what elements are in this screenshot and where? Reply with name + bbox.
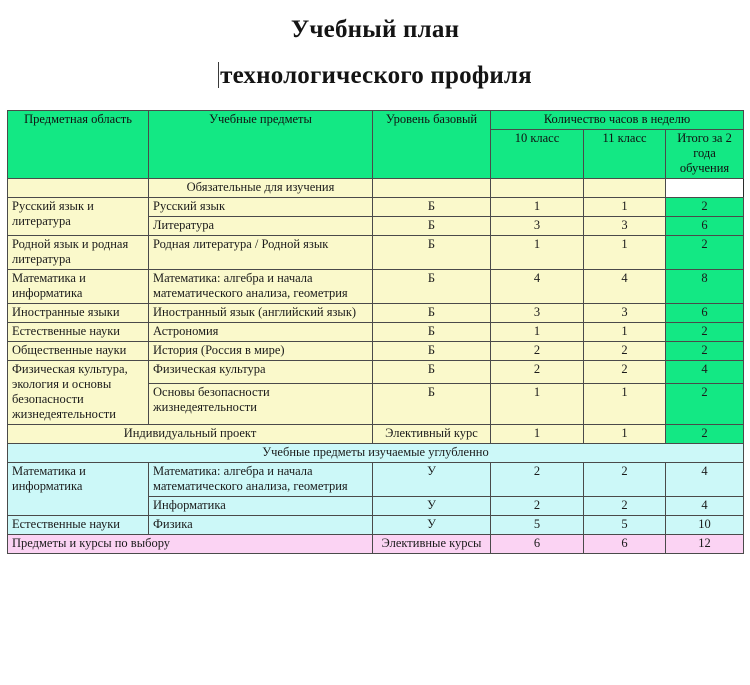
header-grade-10: 10 класс [491, 130, 584, 179]
cell-level: Б [373, 270, 491, 304]
elective-courses-row [8, 535, 744, 554]
cell-grade-10: 1 [491, 198, 584, 217]
cell-subject: Основы безопасности жизнедеятельности [149, 383, 373, 424]
cell-grade-10: 6 [491, 535, 584, 554]
cell-grade-10: 2 [491, 497, 584, 516]
cell-total: 4 [666, 497, 744, 516]
cell-level: Б [373, 198, 491, 217]
section-banner-row [8, 444, 744, 463]
cell-total: 2 [666, 342, 744, 361]
cell-individual-project-label: Индивидуальный проект [8, 425, 373, 444]
table-row [8, 198, 744, 217]
cell-grade-11: 1 [584, 383, 666, 424]
cell-grade-11: 1 [584, 323, 666, 342]
cell-subject-area: Математика и информатика [8, 270, 149, 304]
section-banner-row [8, 179, 744, 198]
cell-subject: Математика: алгебра и начала математического анализа, геометрия [149, 463, 373, 497]
cell-subject: Астрономия [149, 323, 373, 342]
cell-subject-area: Русский язык и литература [8, 198, 149, 236]
cell-grade-10: 3 [491, 217, 584, 236]
cell-subject-area: Иностранные языки [8, 304, 149, 323]
header-total: Итого за 2 года обучения [666, 130, 744, 179]
table-row [8, 270, 744, 304]
page-title-line-2: технологического профиля [220, 62, 532, 89]
cell-total: 2 [666, 198, 744, 217]
cell-grade-10: 2 [491, 361, 584, 384]
header-grade-11: 11 класс [584, 130, 666, 179]
page-title-line-1: Учебный план [290, 16, 460, 43]
cell-level: Элективные курсы [373, 535, 491, 554]
cell-grade-11: 5 [584, 516, 666, 535]
cell-grade-10: 3 [491, 304, 584, 323]
table-row [8, 236, 744, 270]
cell-subject: Физическая культура [149, 361, 373, 384]
cell-subject: Литература [149, 217, 373, 236]
cell-total: 8 [666, 270, 744, 304]
curriculum-table-container [7, 110, 743, 554]
cell-subject: История (Россия в мире) [149, 342, 373, 361]
banner-spacer-g10 [491, 179, 584, 198]
table-row [8, 342, 744, 361]
table-row [8, 463, 744, 497]
cell-subject-area: Естественные науки [8, 516, 149, 535]
cell-level: Б [373, 361, 491, 384]
cell-grade-10: 1 [491, 383, 584, 424]
table-row [8, 304, 744, 323]
cell-grade-10: 5 [491, 516, 584, 535]
cell-grade-11: 2 [584, 361, 666, 384]
curriculum-table [7, 110, 744, 554]
header-subject-area: Предметная область [8, 111, 149, 179]
cell-total: 2 [666, 236, 744, 270]
cell-subject: Родная литература / Родной язык [149, 236, 373, 270]
cell-total: 4 [666, 463, 744, 497]
cell-level: Б [373, 236, 491, 270]
cell-total: 2 [666, 425, 744, 444]
cell-grade-11: 2 [584, 497, 666, 516]
cell-subject: Русский язык [149, 198, 373, 217]
cell-grade-11: 1 [584, 425, 666, 444]
cell-level: У [373, 497, 491, 516]
cell-grade-11: 2 [584, 463, 666, 497]
cell-subject: Математика: алгебра и начала математического анализа, геометрия [149, 270, 373, 304]
cell-grade-11: 3 [584, 304, 666, 323]
cell-grade-11: 1 [584, 198, 666, 217]
cell-level: Б [373, 323, 491, 342]
cell-total: 6 [666, 217, 744, 236]
cell-grade-11: 2 [584, 342, 666, 361]
cell-subject-area: Общественные науки [8, 342, 149, 361]
cell-subject: Иностранный язык (английский язык) [149, 304, 373, 323]
cell-total: 4 [666, 361, 744, 384]
cell-subject-area: Математика и информатика [8, 463, 149, 516]
table-body [8, 179, 744, 554]
cell-elective-label: Предметы и курсы по выбору [8, 535, 373, 554]
cell-level: У [373, 463, 491, 497]
cell-subject-area: Естественные науки [8, 323, 149, 342]
cell-grade-10: 4 [491, 270, 584, 304]
document-title-block [0, 0, 750, 96]
table-row [8, 323, 744, 342]
banner-spacer-area [8, 179, 149, 198]
cell-level: Б [373, 342, 491, 361]
cell-subject-area: Родной язык и родная литература [8, 236, 149, 270]
header-level: Уровень базовый [373, 111, 491, 179]
cell-subject-area: Физическая культура, экология и основы безопасности жизнедеятельности [8, 361, 149, 425]
cell-total: 6 [666, 304, 744, 323]
section-banner-label: Обязательные для изучения [149, 179, 373, 198]
page-title-line-2-row [0, 56, 750, 96]
cell-grade-11: 1 [584, 236, 666, 270]
banner-spacer-level [373, 179, 491, 198]
table-header [8, 111, 744, 179]
table-row [8, 361, 744, 384]
cell-level: Б [373, 217, 491, 236]
cell-grade-10: 2 [491, 342, 584, 361]
cell-subject: Физика [149, 516, 373, 535]
cell-level: Б [373, 383, 491, 424]
cell-grade-11: 3 [584, 217, 666, 236]
section-banner-label: Учебные предметы изучаемые углубленно [8, 444, 744, 463]
cell-subject: Информатика [149, 497, 373, 516]
table-row [8, 516, 744, 535]
cell-grade-10: 1 [491, 323, 584, 342]
cell-total: 12 [666, 535, 744, 554]
cell-total: 2 [666, 323, 744, 342]
header-subjects: Учебные предметы [149, 111, 373, 179]
cell-grade-11: 6 [584, 535, 666, 554]
header-hours-group: Количество часов в неделю [491, 111, 744, 130]
table-header-row-1 [8, 111, 744, 130]
cell-level: У [373, 516, 491, 535]
cell-grade-10: 1 [491, 236, 584, 270]
cell-total: 10 [666, 516, 744, 535]
individual-project-row [8, 425, 744, 444]
cell-grade-10: 2 [491, 463, 584, 497]
cell-total: 2 [666, 383, 744, 424]
cell-level: Б [373, 304, 491, 323]
cell-grade-11: 4 [584, 270, 666, 304]
cell-grade-10: 1 [491, 425, 584, 444]
banner-spacer-g11 [584, 179, 666, 198]
text-caret-icon [218, 62, 219, 88]
cell-level: Элективный курс [373, 425, 491, 444]
